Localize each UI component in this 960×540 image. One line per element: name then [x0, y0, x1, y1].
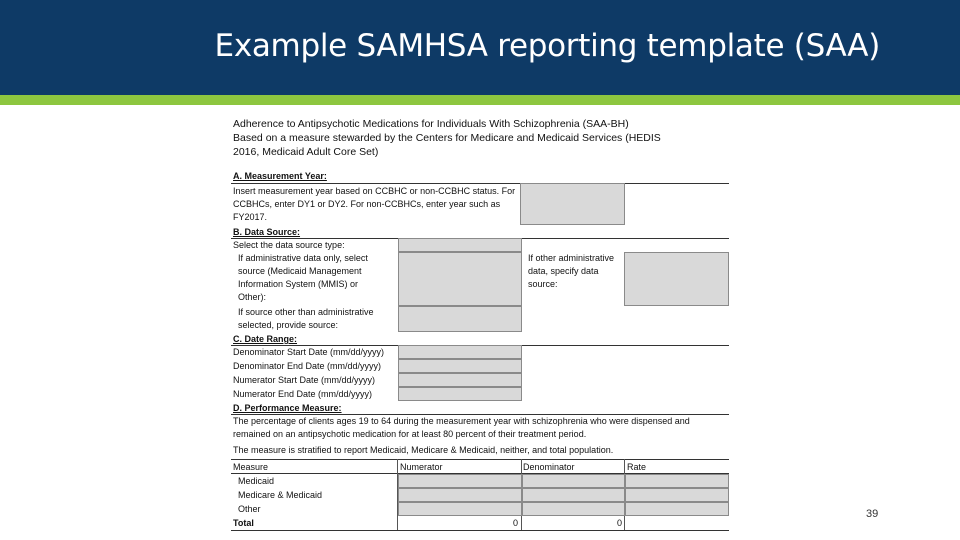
measure-description-2: remained on an antipsychotic medication for at least 80 percent of their treatment period. — [233, 429, 587, 439]
total-denominator-value: 0 — [616, 518, 622, 528]
section-a-line3: FY2017. — [233, 212, 268, 222]
section-c-title: C. Date Range: — [233, 334, 298, 344]
table-row-total: Total — [233, 518, 254, 528]
admin-data-label-1: If administrative data only, select — [238, 253, 368, 263]
table-bottom-border — [231, 530, 729, 531]
table-header-measure: Measure — [233, 462, 269, 472]
section-b-title: B. Data Source: — [233, 227, 301, 237]
table-header-denominator: Denominator — [523, 462, 575, 472]
section-a-line1: Insert measurement year based on CCBHC or non-CCBHC status. For — [233, 186, 516, 196]
admin-data-label-3: Information System (MMIS) or — [238, 279, 359, 289]
denominator-start-label: Denominator Start Date (mm/dd/yyyy) — [233, 347, 385, 357]
table-top-border — [231, 459, 729, 460]
other-admin-source-input[interactable] — [624, 252, 729, 306]
table-header-numerator: Numerator — [400, 462, 443, 472]
denominator-end-input[interactable] — [398, 359, 522, 373]
table-row-medicare-medicaid: Medicare & Medicaid — [238, 490, 323, 500]
other-admin-label-1: If other administrative — [528, 253, 615, 263]
divider — [231, 183, 729, 184]
slide-header — [0, 0, 960, 95]
medicaid-rate-input[interactable] — [625, 474, 729, 488]
numerator-start-label: Numerator Start Date (mm/dd/yyyy) — [233, 375, 376, 385]
other-denominator-input[interactable] — [522, 502, 625, 516]
other-source-label-2: selected, provide source: — [238, 320, 339, 330]
admin-data-label-2: source (Medicaid Management — [238, 266, 362, 276]
measure-description-3: The measure is stratified to report Medicaid, Medicare & Medicaid, neither, and total population. — [233, 445, 614, 455]
table-row-other: Other — [238, 504, 261, 514]
reporting-template-form — [231, 117, 729, 530]
admin-data-label-4: Other): — [238, 292, 267, 302]
page-number: 39 — [866, 508, 879, 520]
form-heading-line3: 2016, Medicaid Adult Core Set) — [233, 146, 379, 158]
measure-description-1: The percentage of clients ages 19 to 64 during the measurement year with schizophrenia who were dispensed and — [233, 416, 690, 426]
numerator-end-input[interactable] — [398, 387, 522, 401]
other-admin-label-2: data, specify data — [528, 266, 599, 276]
denominator-end-label: Denominator End Date (mm/dd/yyyy) — [233, 361, 382, 371]
section-a-title: A. Measurement Year: — [233, 171, 327, 181]
measurement-year-input[interactable] — [520, 183, 625, 225]
table-row-medicaid: Medicaid — [238, 476, 275, 486]
form-heading-line1: Adherence to Antipsychotic Medications for Individuals With Schizophrenia (SAA-BH) — [233, 118, 629, 130]
medicare-medicaid-numerator-input[interactable] — [398, 488, 522, 502]
medicaid-denominator-input[interactable] — [522, 474, 625, 488]
other-rate-input[interactable] — [625, 502, 729, 516]
data-source-type-select[interactable] — [398, 238, 522, 252]
medicaid-numerator-input[interactable] — [398, 474, 522, 488]
numerator-start-input[interactable] — [398, 373, 522, 387]
form-heading-line2: Based on a measure stewarded by the Centers for Medicare and Medicaid Services (HEDIS — [233, 132, 661, 144]
section-d-title: D. Performance Measure: — [233, 403, 342, 413]
data-source-select-label: Select the data source type: — [233, 240, 345, 250]
medicare-medicaid-rate-input[interactable] — [625, 488, 729, 502]
slide-title: Example SAMHSA reporting template (SAA) — [214, 28, 880, 64]
other-numerator-input[interactable] — [398, 502, 522, 516]
other-source-label-1: If source other than administrative — [238, 307, 374, 317]
other-source-input[interactable] — [398, 306, 522, 332]
other-admin-label-3: source: — [528, 279, 558, 289]
numerator-end-label: Numerator End Date (mm/dd/yyyy) — [233, 389, 373, 399]
medicare-medicaid-denominator-input[interactable] — [522, 488, 625, 502]
admin-source-select[interactable] — [398, 252, 522, 306]
denominator-start-input[interactable] — [398, 345, 522, 359]
section-a-line2: CCBHCs, enter DY1 or DY2. For non-CCBHCs, enter year such as — [233, 199, 501, 209]
total-numerator-value: 0 — [512, 518, 518, 528]
table-header-rate: Rate — [627, 462, 647, 472]
accent-bar — [0, 95, 960, 105]
